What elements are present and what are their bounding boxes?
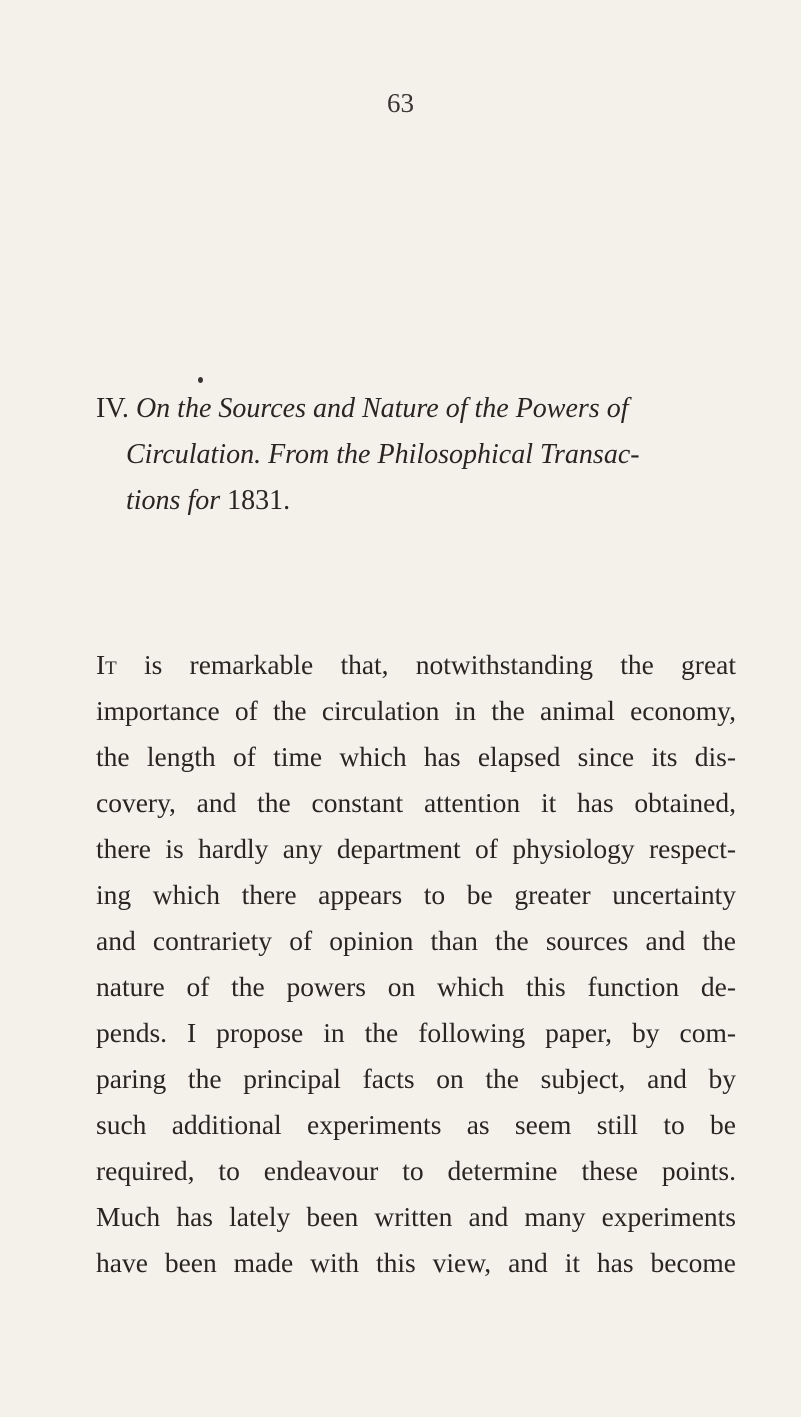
body-line: nature of the powers on which this function de- — [96, 971, 736, 1002]
body-line: such additional experiments as seem still to be — [96, 1109, 736, 1140]
heading-title-part-3: tions for — [126, 485, 221, 516]
body-line: there is hardly any department of physiology respect- — [96, 833, 736, 864]
body-line: and contrariety of opinion than the sources and the — [96, 925, 736, 956]
body-paragraph — [96, 642, 736, 1286]
section-numeral: IV. — [96, 393, 129, 424]
body-line: have been made with this view, and it has become — [96, 1247, 736, 1278]
section-heading — [96, 386, 736, 524]
heading-title-part-1: On the Sources and Nature of the Powers of — [135, 393, 629, 424]
ink-speck — [198, 377, 203, 383]
body-line: ing which there appears to be greater uncertainty — [96, 879, 736, 910]
body-line: paring the principal facts on the subject, and by — [96, 1063, 736, 1094]
heading-year: 1831. — [227, 485, 291, 516]
body-line: covery, and the constant attention it has obtained, — [96, 787, 736, 818]
opening-word: It — [96, 649, 117, 680]
heading-line-3 — [96, 478, 736, 524]
body-line: the length of time which has elapsed since its dis- — [96, 741, 736, 772]
body-line: required, to endeavour to determine these points. — [96, 1155, 736, 1186]
heading-line-2: Circulation. From the Philosophical Transac- — [126, 439, 640, 470]
body-line: importance of the circulation in the animal economy, — [96, 695, 736, 726]
heading-line-1 — [96, 386, 736, 432]
body-line: Much has lately been written and many experiments — [96, 1201, 736, 1232]
page-number: 63 — [387, 88, 414, 118]
body-line-1 — [96, 642, 736, 688]
body-line: pends. I propose in the following paper, by com- — [96, 1017, 736, 1048]
body-line-1-rest: is remarkable that, notwithstanding the great — [116, 649, 736, 680]
